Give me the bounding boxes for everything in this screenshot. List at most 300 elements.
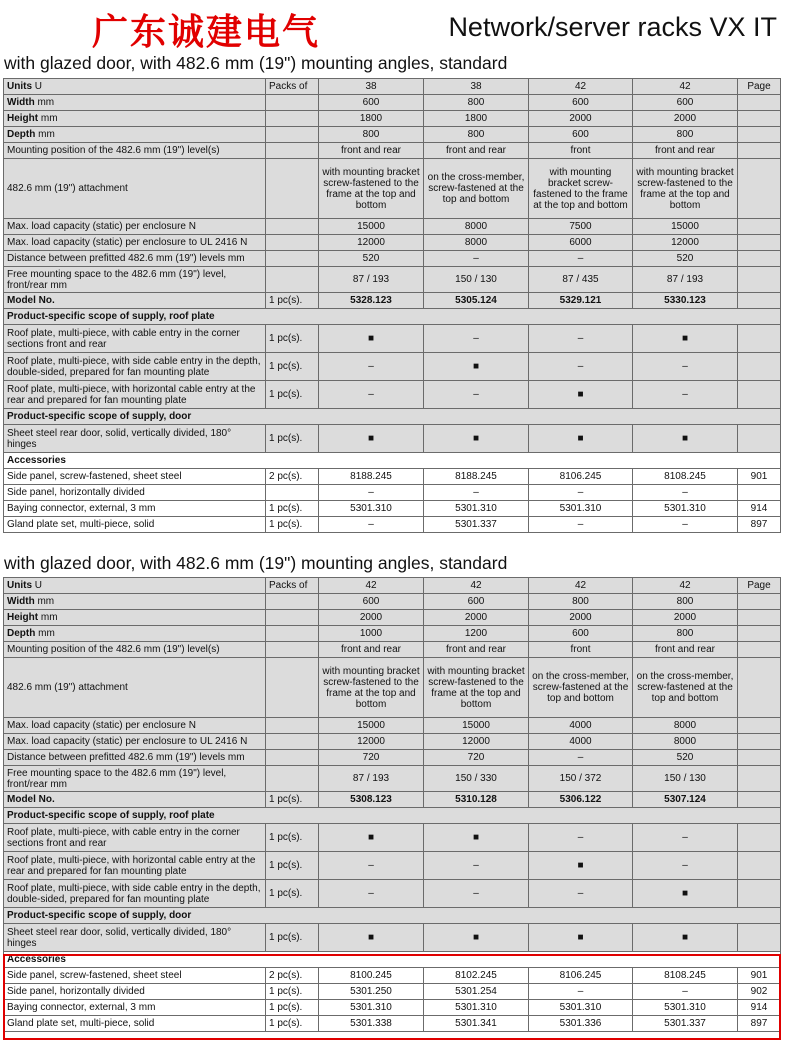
row-label: Roof plate, multi-piece, with cable entry in the corner sections front and rear xyxy=(7,327,240,350)
included-marker-icon: ■ xyxy=(529,381,633,409)
value-cell: 8102.245 xyxy=(424,968,529,984)
row-label: Side panel, screw-fastened, sheet steel xyxy=(7,471,182,482)
units-unit: U xyxy=(34,81,43,92)
page-ref-cell xyxy=(738,293,781,309)
value-cell: 4000 xyxy=(529,734,633,750)
row-label-cell xyxy=(4,658,266,718)
packs-cell xyxy=(266,750,319,766)
table-row xyxy=(4,425,781,453)
value-cell: 5301.336 xyxy=(529,1016,633,1032)
value-cell: 600 xyxy=(424,594,529,610)
table-row xyxy=(4,642,781,658)
value-cell: 8000 xyxy=(633,718,738,734)
value-cell: 8108.245 xyxy=(633,469,738,485)
value-cell: with mounting bracket screw-fastened to the frame at the top and bottom xyxy=(424,658,529,718)
section-heading: Product-specific scope of supply, roof plate xyxy=(4,808,781,824)
units-label: Units xyxy=(7,81,32,92)
packs-cell: 1 pc(s). xyxy=(266,1000,319,1016)
value-cell: 87 / 193 xyxy=(319,766,424,792)
table-row xyxy=(4,111,781,127)
row-label-cell xyxy=(4,1000,266,1016)
value-cell: 12000 xyxy=(424,734,529,750)
header-page: Page xyxy=(738,578,781,594)
page-ref-cell xyxy=(738,792,781,808)
row-label: Free mounting space to the 482.6 mm (19") level, front/rear mm xyxy=(7,767,227,790)
included-marker-icon: ■ xyxy=(319,824,424,852)
row-label-cell xyxy=(4,501,266,517)
value-cell: 15000 xyxy=(319,718,424,734)
value-cell: 8188.245 xyxy=(319,469,424,485)
value-cell: 12000 xyxy=(633,235,738,251)
table-row xyxy=(4,251,781,267)
value-cell: 2000 xyxy=(633,610,738,626)
included-marker-icon: ■ xyxy=(424,353,529,381)
packs-cell xyxy=(266,219,319,235)
row-label-cell xyxy=(4,267,266,293)
value-cell: with mounting bracket screw-fastened to the frame at the top and bottom xyxy=(529,159,633,219)
value-cell: 5330.123 xyxy=(633,293,738,309)
value-cell: on the cross-member, screw-fastened at the top and bottom xyxy=(529,658,633,718)
value-cell: with mounting bracket screw-fastened to the frame at the top and bottom xyxy=(319,658,424,718)
table-row xyxy=(4,750,781,766)
value-cell: 5301.310 xyxy=(319,1000,424,1016)
value-cell: 8000 xyxy=(633,734,738,750)
table-row xyxy=(4,1016,781,1032)
value-cell: with mounting bracket screw-fastened to the frame at the top and bottom xyxy=(633,159,738,219)
page-ref-cell xyxy=(738,159,781,219)
page-ref-cell xyxy=(738,718,781,734)
row-label: Baying connector, external, 3 mm xyxy=(7,503,156,514)
packs-cell xyxy=(266,626,319,642)
section-row xyxy=(4,952,781,968)
value-cell: 1800 xyxy=(319,111,424,127)
value-cell: 12000 xyxy=(319,734,424,750)
value-cell: front and rear xyxy=(424,143,529,159)
header-units-label xyxy=(4,79,266,95)
value-cell: front and rear xyxy=(633,143,738,159)
value-cell: 150 / 130 xyxy=(424,267,529,293)
included-marker-icon: ■ xyxy=(319,325,424,353)
packs-cell xyxy=(266,658,319,718)
packs-cell: 1 pc(s). xyxy=(266,293,319,309)
value-cell: 8106.245 xyxy=(529,469,633,485)
value-cell: 520 xyxy=(319,251,424,267)
value-cell: – xyxy=(424,381,529,409)
section-heading: Accessories xyxy=(4,453,781,469)
included-marker-icon: ■ xyxy=(529,924,633,952)
page-ref-cell: 902 xyxy=(738,984,781,1000)
table-row xyxy=(4,95,781,111)
row-label-cell xyxy=(4,626,266,642)
table-row xyxy=(4,325,781,353)
row-label: Mounting position of the 482.6 mm (19") level(s) xyxy=(7,145,220,156)
table-row xyxy=(4,792,781,808)
value-cell: 800 xyxy=(424,95,529,111)
value-cell: front and rear xyxy=(319,642,424,658)
row-label-cell xyxy=(4,792,266,808)
value-cell: front and rear xyxy=(319,143,424,159)
row-unit: mm xyxy=(40,113,58,124)
page-ref-cell xyxy=(738,880,781,908)
row-label: Max. load capacity (static) per enclosure to UL 2416 N xyxy=(7,736,248,747)
table-1-title: with glazed door, with 482.6 mm (19") mounting angles, standard xyxy=(4,53,508,73)
included-marker-icon: ■ xyxy=(319,425,424,453)
page-ref-cell: 901 xyxy=(738,968,781,984)
table-row xyxy=(4,734,781,750)
value-cell: 800 xyxy=(424,127,529,143)
row-label: Max. load capacity (static) per enclosure N xyxy=(7,221,196,232)
packs-cell xyxy=(266,485,319,501)
value-cell: 1200 xyxy=(424,626,529,642)
included-marker-icon: ■ xyxy=(529,425,633,453)
included-marker-icon: ■ xyxy=(424,924,529,952)
value-cell: 5301.337 xyxy=(633,1016,738,1032)
row-label-cell xyxy=(4,718,266,734)
row-unit: mm xyxy=(37,97,55,108)
value-cell: 5306.122 xyxy=(529,792,633,808)
row-label-cell xyxy=(4,293,266,309)
row-label: Width xyxy=(7,97,35,108)
table-row xyxy=(4,880,781,908)
row-label-cell xyxy=(4,143,266,159)
page-ref-cell xyxy=(738,485,781,501)
value-cell: 5310.128 xyxy=(424,792,529,808)
value-cell: – xyxy=(633,852,738,880)
section-heading: Product-specific scope of supply, roof plate xyxy=(4,309,781,325)
table-row xyxy=(4,766,781,792)
row-label: Width xyxy=(7,596,35,607)
value-cell: – xyxy=(319,353,424,381)
packs-cell xyxy=(266,267,319,293)
table-row xyxy=(4,852,781,880)
value-cell: on the cross-member, screw-fastened at the top and bottom xyxy=(633,658,738,718)
row-label-cell xyxy=(4,159,266,219)
packs-cell: 2 pc(s). xyxy=(266,968,319,984)
value-cell: 5301.250 xyxy=(319,984,424,1000)
page-ref-cell xyxy=(738,95,781,111)
row-label: Sheet steel rear door, solid, vertically divided, 180° hinges xyxy=(7,427,232,450)
value-cell: 5329.121 xyxy=(529,293,633,309)
page-ref-cell xyxy=(738,766,781,792)
value-cell: front and rear xyxy=(424,642,529,658)
value-cell: – xyxy=(424,852,529,880)
page-ref-cell xyxy=(738,267,781,293)
table-row xyxy=(4,159,781,219)
packs-cell: 1 pc(s). xyxy=(266,325,319,353)
table-2-title: with glazed door, with 482.6 mm (19") mounting angles, standard xyxy=(4,553,508,573)
value-cell: 5301.254 xyxy=(424,984,529,1000)
value-cell: – xyxy=(319,485,424,501)
header-units-value: 38 xyxy=(424,79,529,95)
value-cell: 800 xyxy=(633,594,738,610)
value-cell: 1000 xyxy=(319,626,424,642)
value-cell: on the cross-member, screw-fastened at the top and bottom xyxy=(424,159,529,219)
header-units-value: 42 xyxy=(633,578,738,594)
row-label-cell xyxy=(4,852,266,880)
row-label-cell xyxy=(4,766,266,792)
value-cell: 8108.245 xyxy=(633,968,738,984)
value-cell: 4000 xyxy=(529,718,633,734)
rack-spec-table-2 xyxy=(3,577,781,1032)
value-cell: 15000 xyxy=(424,718,529,734)
value-cell: 5301.337 xyxy=(424,517,529,533)
table-row xyxy=(4,718,781,734)
row-label-cell xyxy=(4,642,266,658)
row-label: Max. load capacity (static) per enclosure N xyxy=(7,720,196,731)
row-label: Height xyxy=(7,113,39,124)
row-label-cell xyxy=(4,381,266,409)
packs-cell xyxy=(266,95,319,111)
header-packs: Packs of xyxy=(266,79,319,95)
value-cell: – xyxy=(424,485,529,501)
value-cell: 5301.310 xyxy=(633,1000,738,1016)
packs-cell xyxy=(266,127,319,143)
value-cell: front and rear xyxy=(633,642,738,658)
page-ref-cell xyxy=(738,658,781,718)
row-label: Mounting position of the 482.6 mm (19") level(s) xyxy=(7,644,220,655)
value-cell: 5308.123 xyxy=(319,792,424,808)
value-cell: 5328.123 xyxy=(319,293,424,309)
value-cell: – xyxy=(633,381,738,409)
value-cell: 800 xyxy=(633,127,738,143)
value-cell: 2000 xyxy=(424,610,529,626)
table-row xyxy=(4,485,781,501)
row-label-cell xyxy=(4,824,266,852)
value-cell: 5301.310 xyxy=(529,501,633,517)
section-row xyxy=(4,309,781,325)
value-cell: 600 xyxy=(529,626,633,642)
packs-cell: 1 pc(s). xyxy=(266,381,319,409)
value-cell: – xyxy=(319,852,424,880)
table-header-row xyxy=(4,578,781,594)
page-title: Network/server racks VX IT xyxy=(448,12,777,42)
row-label-cell xyxy=(4,485,266,501)
value-cell: front xyxy=(529,642,633,658)
table-row xyxy=(4,381,781,409)
value-cell: 1800 xyxy=(424,111,529,127)
row-label-cell xyxy=(4,734,266,750)
row-label-cell xyxy=(4,219,266,235)
header-units-value: 42 xyxy=(319,578,424,594)
value-cell: front xyxy=(529,143,633,159)
value-cell: – xyxy=(529,517,633,533)
row-label-cell xyxy=(4,1016,266,1032)
row-label: Max. load capacity (static) per enclosure to UL 2416 N xyxy=(7,237,248,248)
page-ref-cell: 897 xyxy=(738,1016,781,1032)
row-label: Side panel, horizontally divided xyxy=(7,986,145,997)
value-cell: – xyxy=(633,824,738,852)
row-unit: mm xyxy=(37,596,55,607)
value-cell: 5301.310 xyxy=(319,501,424,517)
value-cell: 6000 xyxy=(529,235,633,251)
section-heading: Product-specific scope of supply, door xyxy=(4,908,781,924)
value-cell: – xyxy=(529,880,633,908)
table-row xyxy=(4,469,781,485)
included-marker-icon: ■ xyxy=(633,880,738,908)
row-label: 482.6 mm (19") attachment xyxy=(7,682,128,693)
value-cell: – xyxy=(633,353,738,381)
value-cell: with mounting bracket screw-fastened to the frame at the top and bottom xyxy=(319,159,424,219)
page-ref-cell xyxy=(738,325,781,353)
header-page: Page xyxy=(738,79,781,95)
value-cell: 2000 xyxy=(529,111,633,127)
row-label-cell xyxy=(4,127,266,143)
page-ref-cell xyxy=(738,425,781,453)
packs-cell: 1 pc(s). xyxy=(266,852,319,880)
packs-cell xyxy=(266,734,319,750)
table-row xyxy=(4,127,781,143)
packs-cell xyxy=(266,610,319,626)
value-cell: – xyxy=(424,325,529,353)
value-cell: – xyxy=(529,485,633,501)
page-ref-cell: 901 xyxy=(738,469,781,485)
row-unit: mm xyxy=(40,612,58,623)
row-label-cell xyxy=(4,924,266,952)
row-label: Side panel, screw-fastened, sheet steel xyxy=(7,970,182,981)
value-cell: 600 xyxy=(319,95,424,111)
row-label: Roof plate, multi-piece, with side cable entry in the depth, double-sided, prepared for fan mounting plate xyxy=(7,355,261,378)
table-row xyxy=(4,1000,781,1016)
value-cell: – xyxy=(319,880,424,908)
page-ref-cell xyxy=(738,734,781,750)
company-logo-text: 广东诚建电气 xyxy=(92,11,321,53)
row-label: Sheet steel rear door, solid, vertically divided, 180° hinges xyxy=(7,926,232,949)
row-label-cell xyxy=(4,594,266,610)
page-ref-cell xyxy=(738,235,781,251)
packs-cell: 1 pc(s). xyxy=(266,425,319,453)
value-cell: – xyxy=(529,824,633,852)
packs-cell xyxy=(266,642,319,658)
page-ref-cell xyxy=(738,111,781,127)
header-units-label xyxy=(4,578,266,594)
packs-cell: 1 pc(s). xyxy=(266,880,319,908)
packs-cell: 1 pc(s). xyxy=(266,517,319,533)
row-label: Model No. xyxy=(7,794,55,805)
included-marker-icon: ■ xyxy=(633,325,738,353)
row-label: Roof plate, multi-piece, with horizontal cable entry at the rear and prepared for fan mounting plate xyxy=(7,383,256,406)
row-unit: mm xyxy=(38,628,55,639)
row-label: Gland plate set, multi-piece, solid xyxy=(7,519,155,530)
row-label: Distance between prefitted 482.6 mm (19") levels mm xyxy=(7,752,245,763)
section-row xyxy=(4,409,781,425)
value-cell: – xyxy=(633,984,738,1000)
packs-cell xyxy=(266,143,319,159)
table-row xyxy=(4,353,781,381)
table-header-row xyxy=(4,79,781,95)
value-cell: 5301.310 xyxy=(424,501,529,517)
value-cell: 720 xyxy=(424,750,529,766)
header-units-value: 38 xyxy=(319,79,424,95)
section-row xyxy=(4,453,781,469)
table-row xyxy=(4,267,781,293)
packs-cell xyxy=(266,235,319,251)
value-cell: – xyxy=(319,381,424,409)
table-row xyxy=(4,984,781,1000)
page-ref-cell: 914 xyxy=(738,501,781,517)
value-cell: 600 xyxy=(319,594,424,610)
table-row xyxy=(4,626,781,642)
value-cell: 150 / 130 xyxy=(633,766,738,792)
row-label: Distance between prefitted 482.6 mm (19") levels mm xyxy=(7,253,245,264)
header-units-value: 42 xyxy=(633,79,738,95)
units-label: Units xyxy=(7,580,32,591)
value-cell: 600 xyxy=(529,95,633,111)
value-cell: 87 / 193 xyxy=(319,267,424,293)
value-cell: 7500 xyxy=(529,219,633,235)
section-row xyxy=(4,908,781,924)
table-row xyxy=(4,594,781,610)
value-cell: – xyxy=(529,984,633,1000)
value-cell: 520 xyxy=(633,251,738,267)
table-row xyxy=(4,658,781,718)
row-label-cell xyxy=(4,984,266,1000)
page-ref-cell xyxy=(738,353,781,381)
row-label: Height xyxy=(7,612,39,623)
value-cell: 2000 xyxy=(529,610,633,626)
row-label-cell xyxy=(4,353,266,381)
packs-cell xyxy=(266,718,319,734)
row-label: Roof plate, multi-piece, with side cable entry in the depth, double-sided, prepared for fan mounting plate xyxy=(7,882,261,905)
packs-cell xyxy=(266,159,319,219)
included-marker-icon: ■ xyxy=(529,852,633,880)
row-label-cell xyxy=(4,469,266,485)
page-ref-cell xyxy=(738,251,781,267)
row-label: Side panel, horizontally divided xyxy=(7,487,145,498)
page-ref-cell xyxy=(738,610,781,626)
included-marker-icon: ■ xyxy=(424,824,529,852)
row-label-cell xyxy=(4,325,266,353)
value-cell: 8000 xyxy=(424,235,529,251)
table-row xyxy=(4,968,781,984)
value-cell: 150 / 372 xyxy=(529,766,633,792)
value-cell: 5301.310 xyxy=(529,1000,633,1016)
packs-cell: 2 pc(s). xyxy=(266,469,319,485)
row-label: Model No. xyxy=(7,295,55,306)
row-label-cell xyxy=(4,95,266,111)
page-ref-cell xyxy=(738,750,781,766)
value-cell: – xyxy=(424,880,529,908)
included-marker-icon: ■ xyxy=(424,425,529,453)
value-cell: – xyxy=(424,251,529,267)
value-cell: 15000 xyxy=(319,219,424,235)
value-cell: 87 / 193 xyxy=(633,267,738,293)
value-cell: 8106.245 xyxy=(529,968,633,984)
page-ref-cell: 914 xyxy=(738,1000,781,1016)
value-cell: 5301.310 xyxy=(633,501,738,517)
units-unit: U xyxy=(34,580,43,591)
page-ref-cell xyxy=(738,594,781,610)
row-label: Roof plate, multi-piece, with horizontal cable entry at the rear and prepared for fan mounting plate xyxy=(7,854,256,877)
value-cell: 800 xyxy=(319,127,424,143)
value-cell: 600 xyxy=(633,95,738,111)
packs-cell xyxy=(266,111,319,127)
value-cell: – xyxy=(529,325,633,353)
page-ref-cell xyxy=(738,924,781,952)
value-cell: 600 xyxy=(529,127,633,143)
row-label: Gland plate set, multi-piece, solid xyxy=(7,1018,155,1029)
header-units-value: 42 xyxy=(424,578,529,594)
page-ref-cell xyxy=(738,626,781,642)
table-row xyxy=(4,143,781,159)
page-ref-cell xyxy=(738,127,781,143)
value-cell: 12000 xyxy=(319,235,424,251)
value-cell: – xyxy=(633,517,738,533)
value-cell: – xyxy=(633,485,738,501)
page-ref-cell xyxy=(738,642,781,658)
packs-cell: 1 pc(s). xyxy=(266,792,319,808)
value-cell: 520 xyxy=(633,750,738,766)
value-cell: 800 xyxy=(633,626,738,642)
